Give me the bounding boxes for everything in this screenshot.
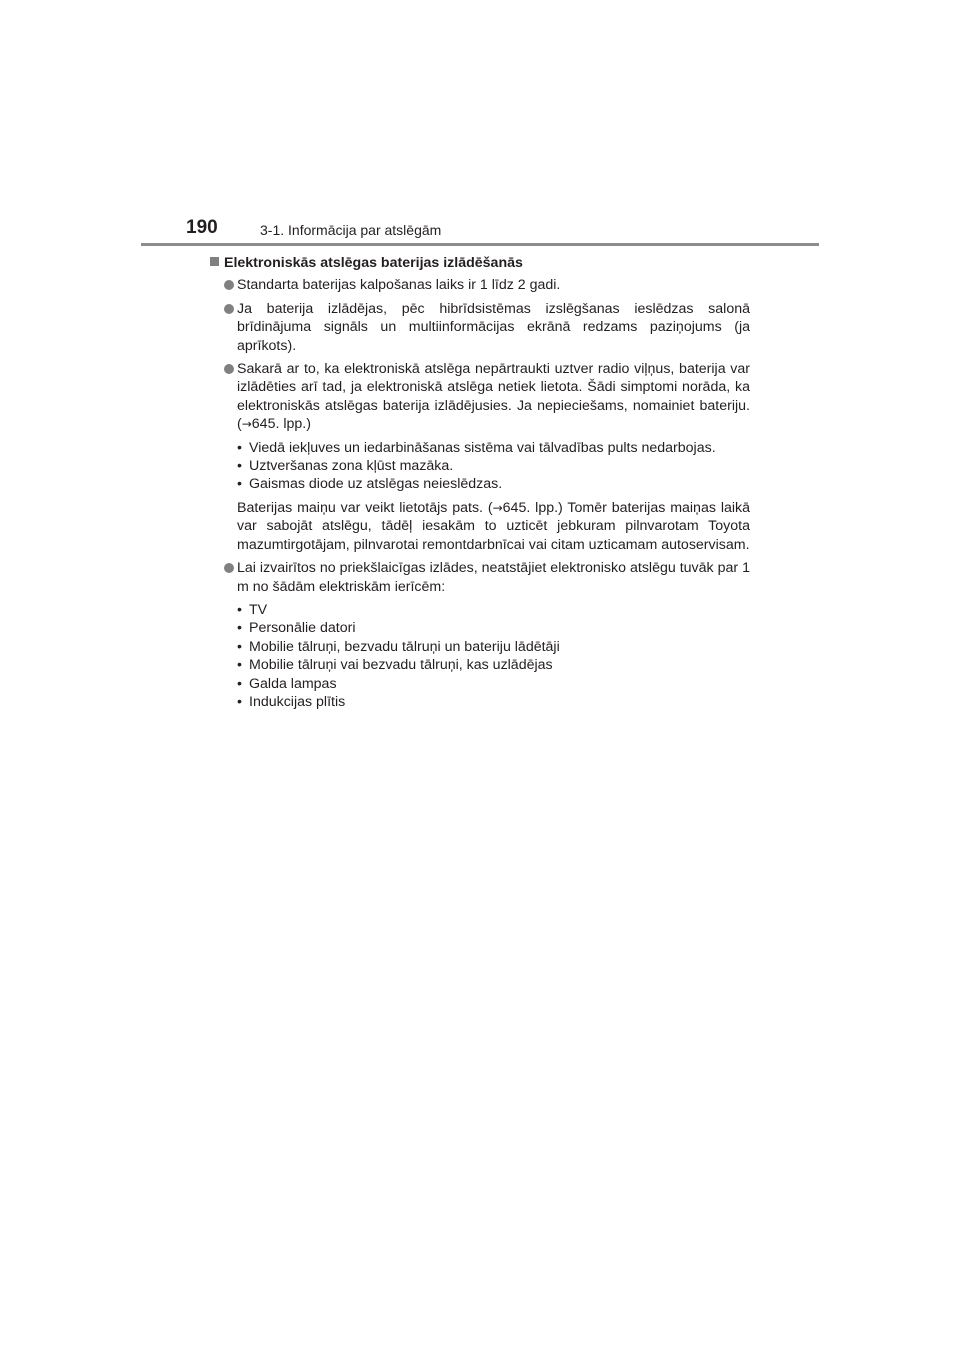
page-header	[186, 216, 786, 240]
bullet-radio-waves	[210, 360, 750, 434]
arrow-right-icon: →	[241, 417, 252, 432]
page-reference: 645. lpp.)	[251, 416, 311, 433]
list-item: • Gaismas diode uz atslēgas neieslēdzas.	[237, 475, 750, 493]
circle-bullet-icon	[224, 364, 234, 374]
square-bullet-icon	[210, 257, 219, 266]
list-item: • Uztveršanas zona kļūst mazāka.	[237, 457, 750, 475]
bullet-text: Lai izvairītos no priekšlaicīgas izlādes, neatstājiet elektronisko atslēgu tuvāk par 1 m no šādām elektriskām ierīcēm:	[237, 560, 750, 595]
bullet-text: Ja baterija izlādējas, pēc hibrīdsistēmas izslēgšanas ieslēdzas salonā brīdinājuma signāls un multiinformācijas ekrānā redzams paziņojums (ja aprīkots).	[237, 300, 750, 354]
header-divider	[141, 243, 819, 246]
list-item: • Viedā iekļuves un iedarbināšanas sistēma vai tālvadības pults nedarbojas.	[237, 439, 750, 457]
list-item: • Personālie datori	[237, 619, 750, 637]
section-title: 3-1. Informācija par atslēgām	[260, 222, 442, 238]
bullet-battery-life	[210, 276, 750, 294]
arrow-right-icon: →	[492, 500, 503, 515]
bullet-text: Standarta baterijas kalpošanas laiks ir 1 līdz 2 gadi.	[237, 277, 561, 294]
circle-bullet-icon	[224, 280, 234, 290]
circle-bullet-icon	[224, 304, 234, 314]
list-item: • Galda lampas	[237, 675, 750, 693]
symptom-list	[210, 439, 750, 494]
battery-replacement-note	[210, 499, 750, 554]
note-text: Baterijas maiņu var veikt lietotājs pats. (	[237, 499, 493, 516]
device-list	[210, 601, 750, 711]
circle-bullet-icon	[224, 563, 234, 573]
bullet-battery-warning	[210, 300, 750, 355]
page-number: 190	[186, 217, 218, 238]
heading-text: Elektroniskās atslēgas baterijas izlādēšanās	[224, 255, 523, 271]
bullet-avoid-discharge	[210, 559, 750, 596]
list-item: • Mobilie tālruņi, bezvadu tālruņi un bateriju lādētāji	[237, 638, 750, 656]
main-content	[210, 254, 750, 716]
bullet-text: Sakarā ar to, ka elektroniskā atslēga nepārtraukti uztver radio viļņus, baterija var izlādēties arī tad, ja elektroniskā atslēga netiek lietota. Šādi simptomi norāda, ka elektroniskās atslēgas baterija izlādējusies. Ja nepieciešams, nomainiet bateriju. (	[237, 361, 750, 433]
list-item: • Indukcijas plītis	[237, 693, 750, 711]
section-heading	[210, 254, 750, 272]
list-item: • TV	[237, 601, 750, 619]
list-item: • Mobilie tālruņi vai bezvadu tālruņi, kas uzlādējas	[237, 656, 750, 674]
note-text-continued: 645. lpp.) Tomēr baterijas maiņas laikā var sabojāt atslēgu, tādēļ iesakām to uzticēt jebkuram pilnvarotam Toyota mazumtirgotājam, pilnvarotai remontdarbnīcai vai citam uzticamam autoservisam.	[237, 499, 750, 553]
